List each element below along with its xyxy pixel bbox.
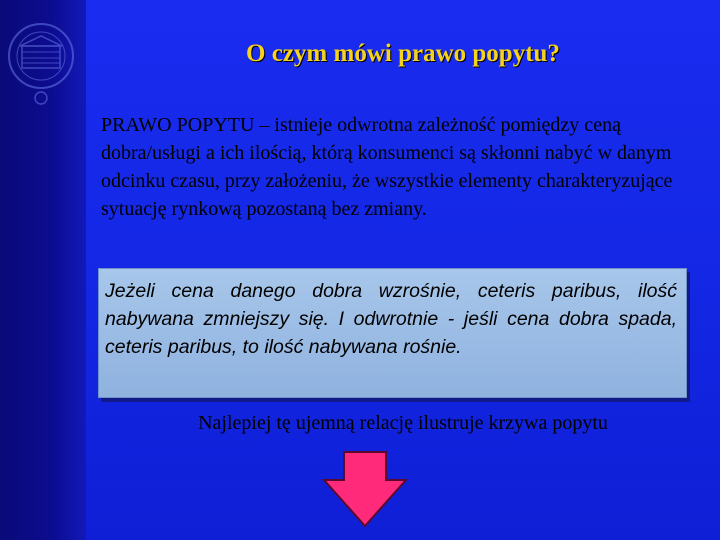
- university-seal-icon: [6, 18, 76, 108]
- down-arrow-icon: [320, 450, 410, 530]
- highlight-text: Jeżeli cena danego dobra wzrośnie, ceteris paribus, ilość nabywana zmniejszy się. I odwrotnie - jeśli cena dobra spada, ceteris paribus, to ilość nabywana rośnie.: [105, 280, 677, 358]
- law-of-demand-definition: PRAWO POPYTU – istnieje odwrotna zależność pomiędzy ceną dobra/usługi a ich ilością, którą konsumenci są skłonni nabyć w danym odcinku czasu, przy założeniu, że wszystkie elementy charakteryzujące sytuację rynkową pozostaną bez zmiany.: [101, 114, 673, 220]
- slide-title: O czym mówi prawo popytu?: [246, 40, 560, 67]
- caption-text: Najlepiej tę ujemną relację ilustruje krzywa popytu: [198, 412, 608, 434]
- highlight-box: [98, 268, 687, 398]
